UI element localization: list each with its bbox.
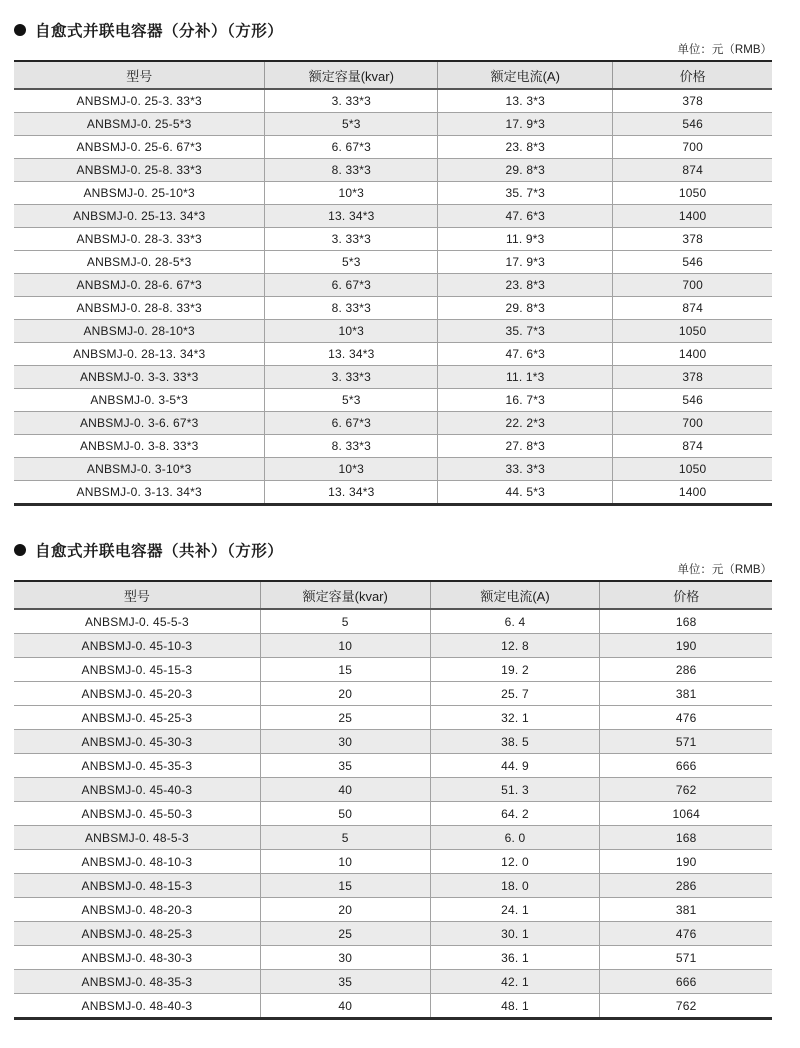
- cell-model: ANBSMJ-0. 28-13. 34*3: [14, 343, 265, 366]
- cell-current: 47. 6*3: [438, 343, 613, 366]
- table-row: [14, 970, 772, 994]
- cell-model: ANBSMJ-0. 48-5-3: [14, 826, 260, 850]
- cell-price: 381: [600, 682, 772, 706]
- cell-capacity: 10: [260, 634, 430, 658]
- cell-current: 35. 7*3: [438, 182, 613, 205]
- table-row: [14, 412, 772, 435]
- table-row: [14, 343, 772, 366]
- cell-current: 22. 2*3: [438, 412, 613, 435]
- cell-model: ANBSMJ-0. 25-10*3: [14, 182, 265, 205]
- cell-model: ANBSMJ-0. 3-10*3: [14, 458, 265, 481]
- cell-price: 286: [600, 874, 772, 898]
- cell-model: ANBSMJ-0. 25-3. 33*3: [14, 89, 265, 113]
- table-row: [14, 802, 772, 826]
- cell-price: 190: [600, 634, 772, 658]
- cell-capacity: 30: [260, 946, 430, 970]
- table-row: [14, 634, 772, 658]
- cell-current: 12. 0: [430, 850, 600, 874]
- cell-price: 874: [613, 159, 772, 182]
- table-row: [14, 754, 772, 778]
- table-row: [14, 481, 772, 505]
- section-title: 自愈式并联电容器（共补）（方形）: [35, 543, 284, 560]
- cell-current: 13. 3*3: [438, 89, 613, 113]
- table-row: [14, 435, 772, 458]
- cell-model: ANBSMJ-0. 45-5-3: [14, 609, 260, 634]
- cell-capacity: 25: [260, 706, 430, 730]
- cell-price: 700: [613, 274, 772, 297]
- cell-capacity: 5*3: [265, 389, 438, 412]
- cell-model: ANBSMJ-0. 45-30-3: [14, 730, 260, 754]
- cell-capacity: 3. 33*3: [265, 228, 438, 251]
- cell-current: 38. 5: [430, 730, 600, 754]
- cell-capacity: 13. 34*3: [265, 205, 438, 228]
- cell-price: 378: [613, 366, 772, 389]
- cell-price: 762: [675, 998, 697, 1013]
- cell-capacity: 10*3: [265, 182, 438, 205]
- table-row: [14, 922, 772, 946]
- cell-price: 666: [600, 970, 772, 994]
- cell-current: 17. 9*3: [438, 113, 613, 136]
- cell-price: 1050: [613, 320, 772, 343]
- cell-price: 546: [613, 251, 772, 274]
- cell-model: ANBSMJ-0. 28-3. 33*3: [14, 228, 265, 251]
- cell-price: 168: [600, 826, 772, 850]
- price-table-fenbu: [14, 60, 772, 506]
- cell-capacity: 5*3: [265, 113, 438, 136]
- cell-price: 1400: [613, 343, 772, 366]
- table-row: [14, 136, 772, 159]
- cell-model: ANBSMJ-0. 48-10-3: [14, 850, 260, 874]
- cell-capacity: 5*3: [265, 251, 438, 274]
- cell-current: 23. 8*3: [438, 136, 613, 159]
- cell-price: 700: [613, 412, 772, 435]
- cell-current: 6. 0: [430, 826, 600, 850]
- cell-model: ANBSMJ-0. 45-15-3: [14, 658, 260, 682]
- cell-capacity: 6. 67*3: [265, 274, 438, 297]
- cell-price: 378: [613, 228, 772, 251]
- cell-price: 286: [600, 658, 772, 682]
- unit-note: 单位：元（RMB）: [677, 44, 772, 56]
- price-table-gongbu: [14, 580, 772, 1020]
- cell-price: 1050: [613, 182, 772, 205]
- cell-current: 27. 8*3: [438, 435, 613, 458]
- cell-price: 1400: [678, 485, 707, 499]
- table-row: [14, 228, 772, 251]
- table-row: [14, 826, 772, 850]
- cell-capacity: 5: [260, 826, 430, 850]
- cell-price: 874: [613, 435, 772, 458]
- cell-capacity: 6. 67*3: [265, 412, 438, 435]
- cell-model: ANBSMJ-0. 25-13. 34*3: [14, 205, 265, 228]
- table-row: [14, 274, 772, 297]
- cell-model: ANBSMJ-0. 45-25-3: [14, 706, 260, 730]
- table-row: [14, 182, 772, 205]
- cell-price: 571: [600, 946, 772, 970]
- cell-model: ANBSMJ-0. 28-10*3: [14, 320, 265, 343]
- cell-model: ANBSMJ-0. 45-10-3: [14, 634, 260, 658]
- cell-current: 29. 8*3: [438, 159, 613, 182]
- table-row: [14, 730, 772, 754]
- cell-price: 571: [600, 730, 772, 754]
- cell-model: ANBSMJ-0. 3-13. 34*3: [14, 481, 265, 505]
- cell-model: ANBSMJ-0. 48-30-3: [14, 946, 260, 970]
- cell-price: 666: [600, 754, 772, 778]
- table-row: [14, 205, 772, 228]
- table-row: [14, 320, 772, 343]
- cell-model: ANBSMJ-0. 48-15-3: [14, 874, 260, 898]
- cell-model: ANBSMJ-0. 48-25-3: [14, 922, 260, 946]
- table-row: [14, 682, 772, 706]
- cell-price: 476: [600, 706, 772, 730]
- table-row: [14, 458, 772, 481]
- cell-model: ANBSMJ-0. 3-8. 33*3: [14, 435, 265, 458]
- cell-capacity: 5: [260, 609, 430, 634]
- cell-model: ANBSMJ-0. 25-6. 67*3: [14, 136, 265, 159]
- cell-price: 546: [613, 113, 772, 136]
- cell-capacity: 25: [260, 922, 430, 946]
- cell-current: 11. 9*3: [438, 228, 613, 251]
- cell-current: 25. 7: [430, 682, 600, 706]
- cell-capacity: 35: [260, 754, 430, 778]
- cell-model: ANBSMJ-0. 28-8. 33*3: [14, 297, 265, 320]
- cell-capacity: 50: [260, 802, 430, 826]
- cell-current: 44. 9: [430, 754, 600, 778]
- table-row: [14, 706, 772, 730]
- table-row: [14, 946, 772, 970]
- cell-current: 18. 0: [430, 874, 600, 898]
- header-row: [14, 581, 772, 609]
- table-row: [14, 778, 772, 802]
- cell-price: 190: [600, 850, 772, 874]
- cell-current: 47. 6*3: [438, 205, 613, 228]
- cell-current: 19. 2: [430, 658, 600, 682]
- table-row: [14, 297, 772, 320]
- cell-price: 1050: [613, 458, 772, 481]
- table-row: [14, 113, 772, 136]
- cell-current: 29. 8*3: [438, 297, 613, 320]
- cell-capacity: 35: [260, 970, 430, 994]
- cell-price: 381: [600, 898, 772, 922]
- cell-price: 1064: [600, 802, 772, 826]
- cell-model: ANBSMJ-0. 45-40-3: [14, 778, 260, 802]
- cell-model: ANBSMJ-0. 48-20-3: [14, 898, 260, 922]
- cell-capacity: 30: [260, 730, 430, 754]
- cell-capacity: 20: [260, 898, 430, 922]
- cell-current: 32. 1: [430, 706, 600, 730]
- cell-capacity: 10: [260, 850, 430, 874]
- table-row: [14, 251, 772, 274]
- cell-capacity: 13. 34*3: [265, 481, 438, 505]
- table-row: [14, 658, 772, 682]
- cell-price: 378: [613, 89, 772, 113]
- cell-current: 12. 8: [430, 634, 600, 658]
- cell-model: ANBSMJ-0. 48-35-3: [14, 970, 260, 994]
- table-row: [14, 994, 772, 1019]
- cell-price: 476: [600, 922, 772, 946]
- cell-current: 17. 9*3: [438, 251, 613, 274]
- table-row: [14, 850, 772, 874]
- cell-capacity: 10*3: [265, 458, 438, 481]
- cell-capacity: 8. 33*3: [265, 435, 438, 458]
- column-header: 型号: [14, 61, 265, 89]
- section-heading: [14, 20, 772, 40]
- cell-capacity: 8. 33*3: [265, 297, 438, 320]
- cell-capacity: 6. 67*3: [265, 136, 438, 159]
- cell-model: ANBSMJ-0. 3-5*3: [14, 389, 265, 412]
- table-row: [14, 89, 772, 113]
- cell-current: 44. 5*3: [438, 481, 613, 505]
- column-header: 额定电流(A): [430, 581, 600, 609]
- table-row: [14, 366, 772, 389]
- cell-capacity: 40: [260, 778, 430, 802]
- cell-price: 762: [600, 778, 772, 802]
- cell-current: 24. 1: [430, 898, 600, 922]
- cell-current: 42. 1: [430, 970, 600, 994]
- cell-model: ANBSMJ-0. 3-6. 67*3: [14, 412, 265, 435]
- cell-current: 16. 7*3: [438, 389, 613, 412]
- section-heading: [14, 540, 772, 560]
- cell-current: 11. 1*3: [438, 366, 613, 389]
- cell-model: ANBSMJ-0. 28-6. 67*3: [14, 274, 265, 297]
- header-row: [14, 61, 772, 89]
- table-row: [14, 874, 772, 898]
- cell-capacity: 15: [260, 658, 430, 682]
- cell-current: 64. 2: [430, 802, 600, 826]
- table-row: [14, 389, 772, 412]
- cell-model: ANBSMJ-0. 3-3. 33*3: [14, 366, 265, 389]
- cell-price: 168: [600, 609, 772, 634]
- cell-model: ANBSMJ-0. 25-8. 33*3: [14, 159, 265, 182]
- bullet-icon: [14, 24, 26, 36]
- cell-price: 546: [613, 389, 772, 412]
- column-header: 额定电流(A): [438, 61, 613, 89]
- bullet-icon: [14, 544, 26, 556]
- cell-capacity: 10*3: [265, 320, 438, 343]
- cell-price: 874: [613, 297, 772, 320]
- cell-current: 6. 4: [430, 609, 600, 634]
- column-header: 价格: [613, 61, 772, 89]
- section-title: 自愈式并联电容器（分补）（方形）: [35, 23, 284, 40]
- column-header: 型号: [14, 581, 260, 609]
- cell-current: 33. 3*3: [438, 458, 613, 481]
- cell-model: ANBSMJ-0. 48-40-3: [14, 994, 260, 1019]
- cell-model: ANBSMJ-0. 25-5*3: [14, 113, 265, 136]
- cell-price: 1400: [613, 205, 772, 228]
- table-row: [14, 898, 772, 922]
- cell-current: 48. 1: [430, 994, 600, 1019]
- cell-capacity: 20: [260, 682, 430, 706]
- cell-capacity: 15: [260, 874, 430, 898]
- table-row: [14, 609, 772, 634]
- section-capacitor-fenbu: [14, 20, 772, 506]
- cell-current: 51. 3: [430, 778, 600, 802]
- cell-price: 700: [613, 136, 772, 159]
- cell-current: 36. 1: [430, 946, 600, 970]
- unit-note: 单位：元（RMB）: [677, 564, 772, 576]
- column-header: 价格: [600, 581, 772, 609]
- cell-capacity: 3. 33*3: [265, 89, 438, 113]
- table-row: [14, 159, 772, 182]
- column-header: 额定容量(kvar): [260, 581, 430, 609]
- cell-current: 35. 7*3: [438, 320, 613, 343]
- cell-current: 30. 1: [430, 922, 600, 946]
- column-header: 额定容量(kvar): [265, 61, 438, 89]
- cell-capacity: 8. 33*3: [265, 159, 438, 182]
- cell-capacity: 3. 33*3: [265, 366, 438, 389]
- cell-model: ANBSMJ-0. 45-35-3: [14, 754, 260, 778]
- section-capacitor-gongbu: [14, 540, 772, 1020]
- cell-model: ANBSMJ-0. 28-5*3: [14, 251, 265, 274]
- cell-current: 23. 8*3: [438, 274, 613, 297]
- cell-model: ANBSMJ-0. 45-50-3: [14, 802, 260, 826]
- cell-capacity: 40: [260, 994, 430, 1019]
- cell-model: ANBSMJ-0. 45-20-3: [14, 682, 260, 706]
- cell-capacity: 13. 34*3: [265, 343, 438, 366]
